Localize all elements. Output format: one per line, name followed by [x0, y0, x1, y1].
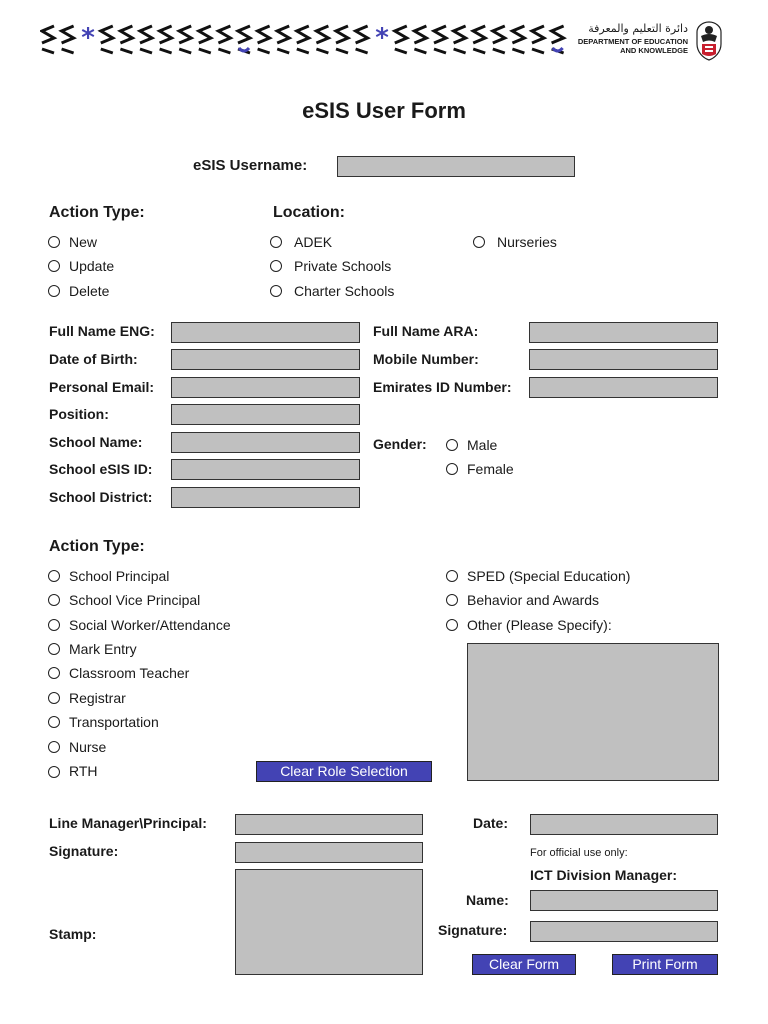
role-registrar-label: Registrar [69, 690, 126, 706]
username-field[interactable] [337, 156, 575, 177]
role-vice-principal-radio[interactable] [48, 594, 60, 606]
action-new-label: New [69, 234, 98, 250]
action-update-radio[interactable] [48, 260, 60, 272]
full-name-eng-label: Full Name ENG: [49, 323, 155, 339]
mobile-number-label: Mobile Number: [373, 351, 479, 367]
role-behavior-label: Behavior and Awards [467, 592, 600, 608]
location-charter-label: Charter Schools [294, 283, 395, 299]
ict-name-field[interactable] [530, 890, 718, 911]
pattern-chevron [297, 26, 309, 53]
header-pattern [40, 22, 570, 58]
other-specify-textarea[interactable] [467, 643, 719, 781]
pattern-chevron [395, 26, 407, 53]
gender-label: Gender: [373, 436, 427, 452]
username-label: eSIS Username: [193, 157, 308, 174]
date-label: Date: [473, 815, 509, 831]
action-type-label: Action Type: [49, 204, 145, 221]
form-title: eSIS User Form [302, 98, 466, 123]
school-district-field[interactable] [171, 487, 360, 508]
location-private-label: Private Schools [294, 258, 392, 274]
mobile-number-field[interactable] [529, 349, 718, 370]
role-registrar-radio[interactable] [48, 692, 60, 704]
dob-field[interactable] [171, 349, 360, 370]
emblem-icon [692, 20, 726, 62]
pattern-star: * [81, 23, 95, 53]
pattern-chevron [532, 26, 544, 53]
action-update-label: Update [69, 258, 115, 274]
pattern-chevron [414, 26, 426, 53]
location-adek-label: ADEK [294, 234, 333, 250]
action-new-radio[interactable] [48, 236, 60, 248]
role-school-principal-radio[interactable] [48, 570, 60, 582]
role-classroom-teacher-label: Classroom Teacher [69, 665, 190, 681]
line-manager-label: Line Manager\Principal: [49, 815, 207, 831]
pattern-chevron [62, 26, 74, 53]
signature-field[interactable] [235, 842, 423, 863]
pattern-chevron [336, 26, 348, 53]
location-nurseries-radio[interactable] [473, 236, 485, 248]
roles-section-label: Action Type: [49, 538, 145, 555]
pattern-chevron [179, 26, 191, 53]
action-delete-label: Delete [69, 283, 110, 299]
clear-role-selection-button[interactable]: Clear Role Selection [256, 761, 432, 782]
clear-form-button[interactable]: Clear Form [472, 954, 576, 975]
pattern-chevron [218, 26, 230, 53]
role-nurse-label: Nurse [69, 739, 107, 755]
role-transportation-radio[interactable] [48, 716, 60, 728]
pattern-chevron [356, 26, 368, 53]
ict-manager-label: ICT Division Manager: [530, 867, 678, 883]
role-nurse-radio[interactable] [48, 741, 60, 753]
pattern-chevron [473, 26, 485, 53]
gender-female-label: Female [467, 461, 514, 477]
pattern-star: * [375, 23, 389, 53]
pattern-accent [553, 48, 563, 51]
gender-female-radio[interactable] [446, 463, 458, 475]
school-esis-id-field[interactable] [171, 459, 360, 480]
role-sped-label: SPED (Special Education) [467, 568, 631, 584]
role-social-worker-radio[interactable] [48, 619, 60, 631]
role-other-radio[interactable] [446, 619, 458, 631]
school-name-label: School Name: [49, 434, 143, 450]
pattern-chevron [454, 26, 466, 53]
location-private-radio[interactable] [270, 260, 282, 272]
pattern-chevron [493, 26, 505, 53]
logo-line1: DEPARTMENT OF EDUCATION [577, 37, 688, 46]
logo-arabic: دائرة التعليم والمعرفة [588, 22, 688, 35]
full-name-eng-field[interactable] [171, 322, 360, 343]
personal-email-field[interactable] [171, 377, 360, 398]
personal-email-label: Personal Email: [49, 379, 155, 395]
school-name-field[interactable] [171, 432, 360, 453]
full-name-ara-label: Full Name ARA: [373, 323, 479, 339]
role-behavior-radio[interactable] [446, 594, 458, 606]
signature-label: Signature: [49, 843, 119, 859]
ict-signature-field[interactable] [530, 921, 718, 942]
ict-name-label: Name: [466, 892, 509, 908]
full-name-ara-field[interactable] [529, 322, 718, 343]
pattern-chevron [434, 26, 446, 53]
logo [577, 20, 730, 64]
location-adek-radio[interactable] [270, 236, 282, 248]
school-esis-id-label: School eSIS ID: [49, 461, 153, 477]
ict-signature-label: Signature: [438, 922, 508, 938]
role-social-worker-label: Social Worker/Attendance [69, 617, 231, 633]
role-rth-label: RTH [69, 763, 98, 779]
role-transportation-label: Transportation [69, 714, 159, 730]
official-use-label: For official use only: [530, 847, 628, 859]
line-manager-field[interactable] [235, 814, 423, 835]
logo-line2: AND KNOWLEDGE [620, 46, 688, 55]
role-other-label: Other (Please Specify): [467, 617, 612, 633]
dob-label: Date of Birth: [49, 351, 138, 367]
pattern-chevron [140, 26, 152, 53]
stamp-label: Stamp: [49, 926, 97, 942]
role-classroom-teacher-radio[interactable] [48, 667, 60, 679]
emirates-id-label: Emirates ID Number: [373, 379, 512, 395]
stamp-field[interactable] [235, 869, 423, 975]
role-rth-radio[interactable] [48, 766, 60, 778]
role-vice-principal-label: School Vice Principal [69, 592, 201, 608]
date-field[interactable] [530, 814, 718, 835]
role-sped-radio[interactable] [446, 570, 458, 582]
emirates-id-field[interactable] [529, 377, 718, 398]
gender-male-radio[interactable] [446, 439, 458, 451]
position-label: Position: [49, 406, 109, 422]
role-mark-entry-radio[interactable] [48, 643, 60, 655]
pattern-chevron [316, 26, 328, 53]
pattern-chevron [120, 26, 132, 53]
role-school-principal-label: School Principal [69, 568, 170, 584]
role-mark-entry-label: Mark Entry [69, 641, 137, 657]
position-field[interactable] [171, 404, 360, 425]
pattern-chevron [277, 26, 289, 53]
action-delete-radio[interactable] [48, 285, 60, 297]
pattern-chevron [42, 26, 54, 53]
pattern-chevron [101, 26, 113, 53]
pattern-chevron [160, 26, 172, 53]
pattern-chevron [512, 26, 524, 53]
location-charter-radio[interactable] [270, 285, 282, 297]
gender-male-label: Male [467, 437, 498, 453]
school-district-label: School District: [49, 489, 153, 505]
print-form-button[interactable]: Print Form [612, 954, 718, 975]
pattern-chevron [258, 26, 270, 53]
pattern-accent [239, 48, 249, 51]
location-label: Location: [273, 204, 345, 221]
pattern-svg [40, 22, 570, 58]
location-nurseries-label: Nurseries [497, 234, 557, 250]
pattern-chevron [199, 26, 211, 53]
